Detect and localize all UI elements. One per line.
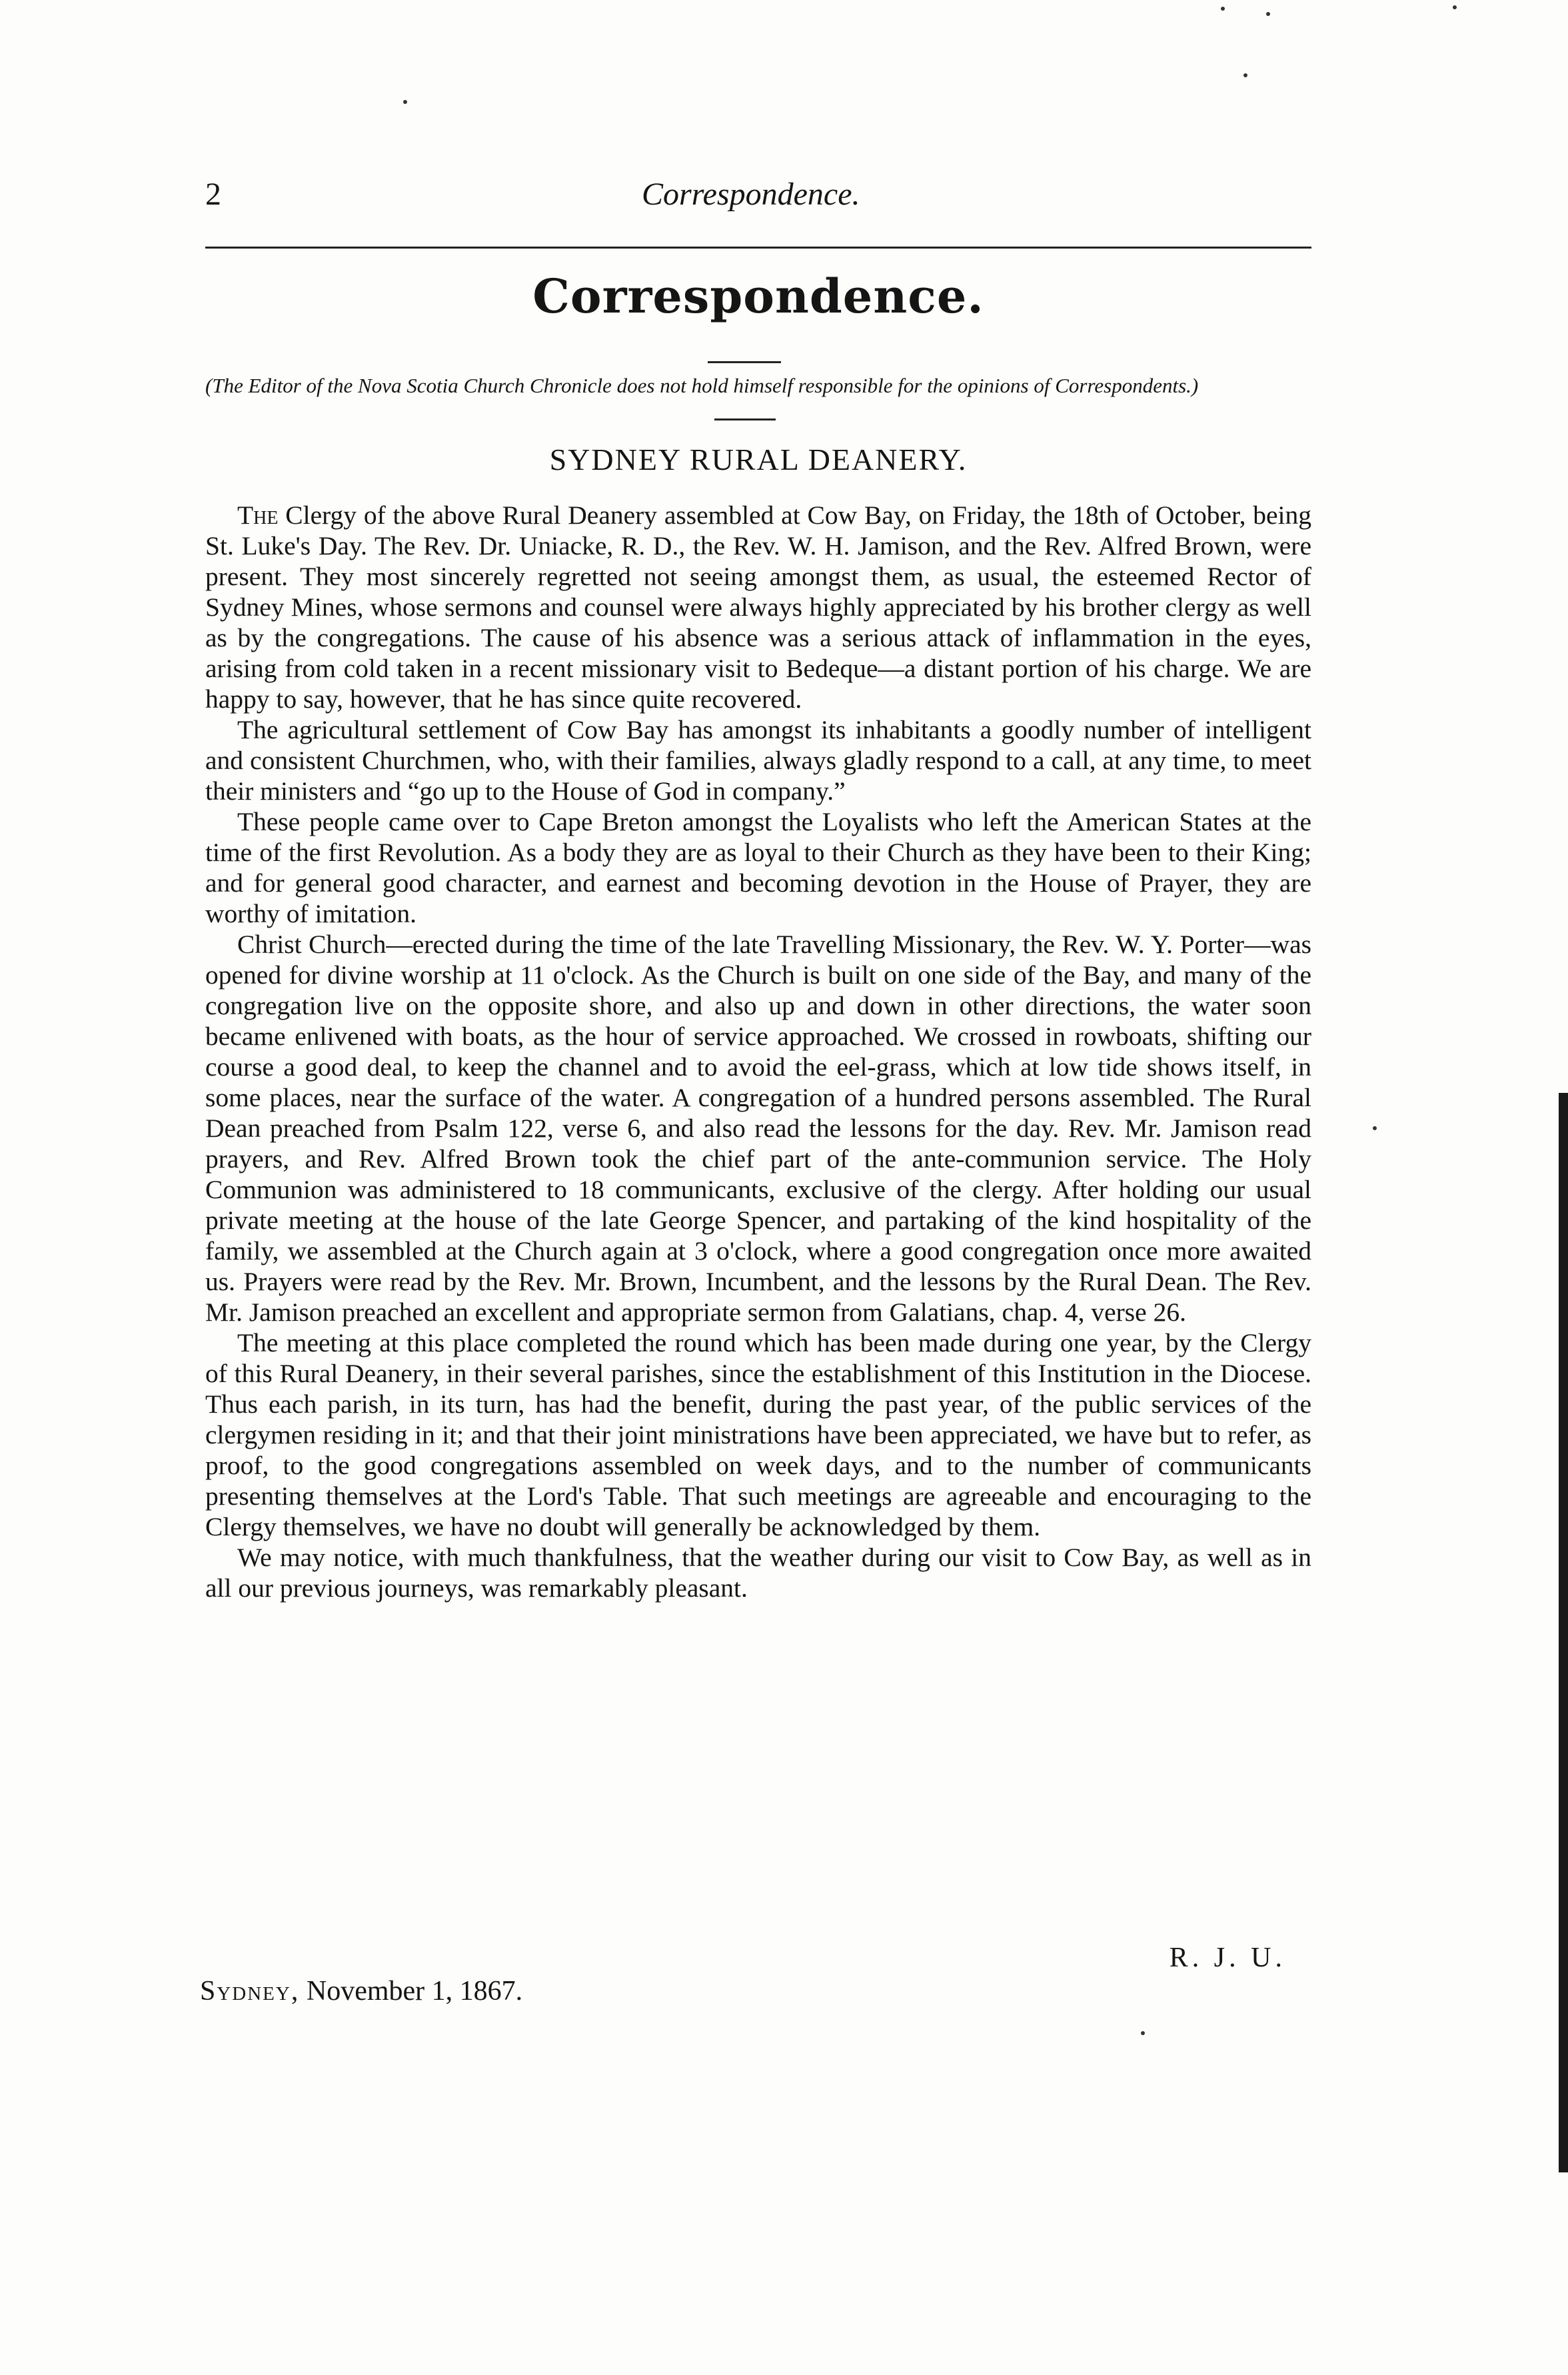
paragraph-4: Christ Church—erected during the time of the late Travelling Missionary, the Rev. W. Y. Porter—was opened for divine worship at 11 o'clock. As the Church is built on one side of the Bay, and many of the congregation live on the opposite shore, and also up and down in other directions, the water soon became enlivened with boats, as the hour of service approached. We crossed in rowboats, shifting our course a good deal, to keep the channel and to avoid the eel-grass, which at low tide shows itself, in some places, near the surface of the water. A congregation of a hundred persons assembled. The Rural Dean preached from Psalm 122, verse 6, and also read the lessons for the day. Rev. Mr. Jamison read prayers, and Rev. Alfred Brown took the chief part of the ante-communion service. The Holy Communion was administered to 18 communicants, exclusive of the clergy. After holding our usual private meeting at the house of the late George Spencer, and partaking of the kind hospitality of the family, we assembled at the Church again at 3 o'clock, where a good congregation once more awaited us. Prayers were read by the Rev. Mr. Brown, Incumbent, and the lessons by the Rural Dean. The Rev. Mr. Jamison preached an excellent and appropriate sermon from Galatians, chap. 4, verse 26. [205, 930, 1311, 1327]
article-heading: SYDNEY RURAL DEANERY. [549, 442, 968, 476]
editor-disclaimer: (The Editor of the Nova Scotia Church Chronicle does not hold himself responsible for the opinions of Correspondents.) [205, 374, 1199, 397]
dateline [200, 1974, 522, 2008]
running-title: Correspondence. [642, 177, 860, 212]
paragraph-1 [205, 500, 1311, 714]
article-body [205, 500, 1311, 1603]
scan-speck [403, 100, 407, 104]
paragraph-6: We may notice, with much thankfulness, that the weather during our visit to Cow Bay, as well as in all our previous journeys, was remarkably pleasant. [205, 1543, 1311, 1603]
section-title: Correspondence. [532, 269, 984, 324]
paragraph-1-lead: The [237, 500, 279, 530]
disclaimer-rule [714, 418, 776, 420]
paragraph-1-text: Clergy of the above Rural Deanery assembled at Cow Bay, on Friday, the 18th of October, being St. Luke's Day. The Rev. Dr. Uniacke, R. D., the Rev. W. H. Jamison, and the Rev. Alfred Brown, were present. They most sincerely regretted not seeing amongst them, as usual, the esteemed Rector of Sydney Mines, whose sermons and counsel were always highly appreciated by his brother clergy as well as by the congregations. The cause of his absence was a serious attack of inflammation in the eyes, arising from cold taken in a recent missionary visit to Bedeque—a distant portion of his charge. We are happy to say, however, that he has since quite recovered. [205, 500, 1311, 714]
running-head [205, 175, 1311, 221]
header-rule [205, 247, 1311, 249]
dateline-date: November 1, 1867. [299, 1976, 523, 2006]
signature-initials: R. J. U. [1169, 1943, 1286, 1973]
paragraph-5: The meeting at this place completed the round which has been made during one year, by the Clergy of this Rural Deanery, in their several parishes, since the establishment of this Institution in the Diocese. Thus each parish, in its turn, has had the benefit, during the past year, of the public services of the clergymen residing in it; and that their joint ministrations have been appreciated, we have but to refer, as proof, to the good congregations assembled on week days, and to the number of communicants presenting themselves at the Lord's Table. That such meetings are agreeable and encouraging to the Clergy themselves, we have no doubt will generally be acknowledged by them. [205, 1328, 1311, 1541]
page-edge-shadow [1559, 1093, 1568, 2172]
scan-speck [1373, 1126, 1377, 1130]
page-number: 2 [205, 177, 221, 212]
scan-speck [1221, 7, 1225, 11]
dateline-place: Sydney, [200, 1976, 300, 2006]
paragraph-2: The agricultural settlement of Cow Bay has amongst its inhabitants a goodly number of intelligent and consistent Churchmen, who, with their families, always gladly respond to a call, at any time, to meet their ministers and “go up to the House of God in company.” [205, 715, 1311, 806]
scan-speck [1453, 5, 1457, 9]
scan-speck [1243, 73, 1247, 77]
scan-speck [1141, 2031, 1145, 2035]
title-rule [708, 361, 781, 363]
paragraph-3: These people came over to Cape Breton amongst the Loyalists who left the American States at the time of the first Revolution. As a body they are as loyal to their Church as they have been to their King; and for general good character, and earnest and becoming devotion in the House of Prayer, they are worthy of imitation. [205, 807, 1311, 928]
scan-speck [1266, 12, 1270, 16]
